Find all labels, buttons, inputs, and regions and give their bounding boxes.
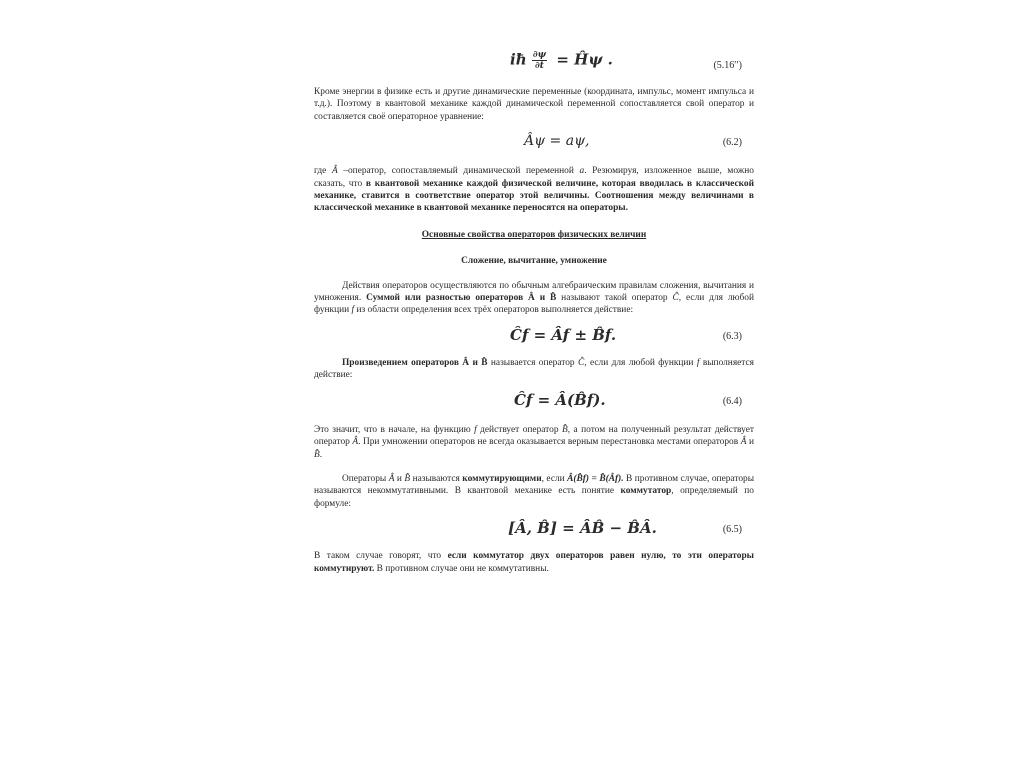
paragraph-commutator-zero: В таком случае говорят, что если коммутатор двух операторов равен нулю, то эти операторы коммутируют. В противном случае они не коммутативны. bbox=[314, 551, 755, 574]
paragraph-order-of-action: Это значит, что в начале, на функцию f действует оператор B̂, а потом на полученный результат действует оператор Â. При умножении операторов не всегда оказывается верным перестановка местами операторов Â и B̂. bbox=[314, 424, 754, 460]
equation-6-2-number: (6.2) bbox=[722, 137, 742, 149]
equation-6-2 bbox=[314, 123, 754, 165]
paragraph-product: Произведением операторов Â и B̂ называется оператор Ĉ, если для любой функции f выполняется действие: bbox=[314, 357, 754, 381]
equation-6-4-number: (6.4) bbox=[722, 395, 742, 407]
paragraph-sum-difference: Действия операторов осуществляются по обычным алгебраическим правилам сложения, вычитания и умножения. Суммой или разностью операторов Â и B̂ называют такой оператор Ĉ, если для любой функции f из области определения всех трёх операторов выполняется действие: bbox=[314, 280, 754, 316]
subsection-heading: Сложение, вычитание, умножение bbox=[461, 256, 607, 267]
paragraph-commuting: Операторы Â и B̂ называются коммутирующими, если Â(B̂f) = B̂(Âf). В противном случае, операторы называются некоммутативными. В квантовой механике есть понятие коммутатор, определяемый по формуле: bbox=[314, 473, 754, 509]
document-page bbox=[314, 40, 754, 575]
paragraph-operator-correspondence: где Â –оператор, сопоставляемый динамической переменной a. Резюмируя, изложенное выше, можно сказать, что в квантовой механике каждой физической величине, которая вводилась в классической механике, ставится в соответствие оператор этой величины. Соотношения между величинами в классической механике в квантовой механике переносятся на операторы. bbox=[314, 166, 754, 214]
commuting-condition-formula: Â(B̂f) = B̂(Âf). bbox=[567, 473, 624, 484]
equation-6-5-number: (6.5) bbox=[722, 524, 742, 536]
equation-6-3 bbox=[314, 317, 754, 357]
equation-6-5-formula: [Â, B̂] = ÂB̂ − B̂Â. bbox=[508, 519, 657, 538]
equation-5-16 bbox=[314, 40, 754, 76]
equation-6-3-number: (6.3) bbox=[722, 330, 742, 342]
equation-6-3-formula: Ĉf = Âf ± B̂f. bbox=[510, 325, 617, 344]
equation-5-16-formula: iħ $\frac{\partial\psi}{\partial t}$ = Ĥψ . bbox=[510, 50, 613, 71]
paragraph-dynamic-variables: Кроме энергии в физике есть и другие динамические переменные (координата, импульс, момент импульса и т.д.). Поэтому в квантовой механике каждой динамической переменной сопоставляется свой оператор и составляется своё операторное уравнение: bbox=[314, 87, 754, 122]
equation-6-4-formula: Ĉf = Â(B̂f). bbox=[514, 390, 606, 409]
equation-6-4 bbox=[314, 382, 754, 424]
equation-6-5 bbox=[314, 510, 754, 550]
equation-6-2-formula: Âψ = aψ, bbox=[524, 133, 590, 150]
equation-5-16-number: (5.16′′) bbox=[713, 60, 742, 71]
section-heading: Основные свойства операторов физических величин bbox=[421, 229, 647, 240]
partial-derivative-fraction: $\frac{\partial\psi}{\partial t}$ bbox=[532, 50, 547, 71]
